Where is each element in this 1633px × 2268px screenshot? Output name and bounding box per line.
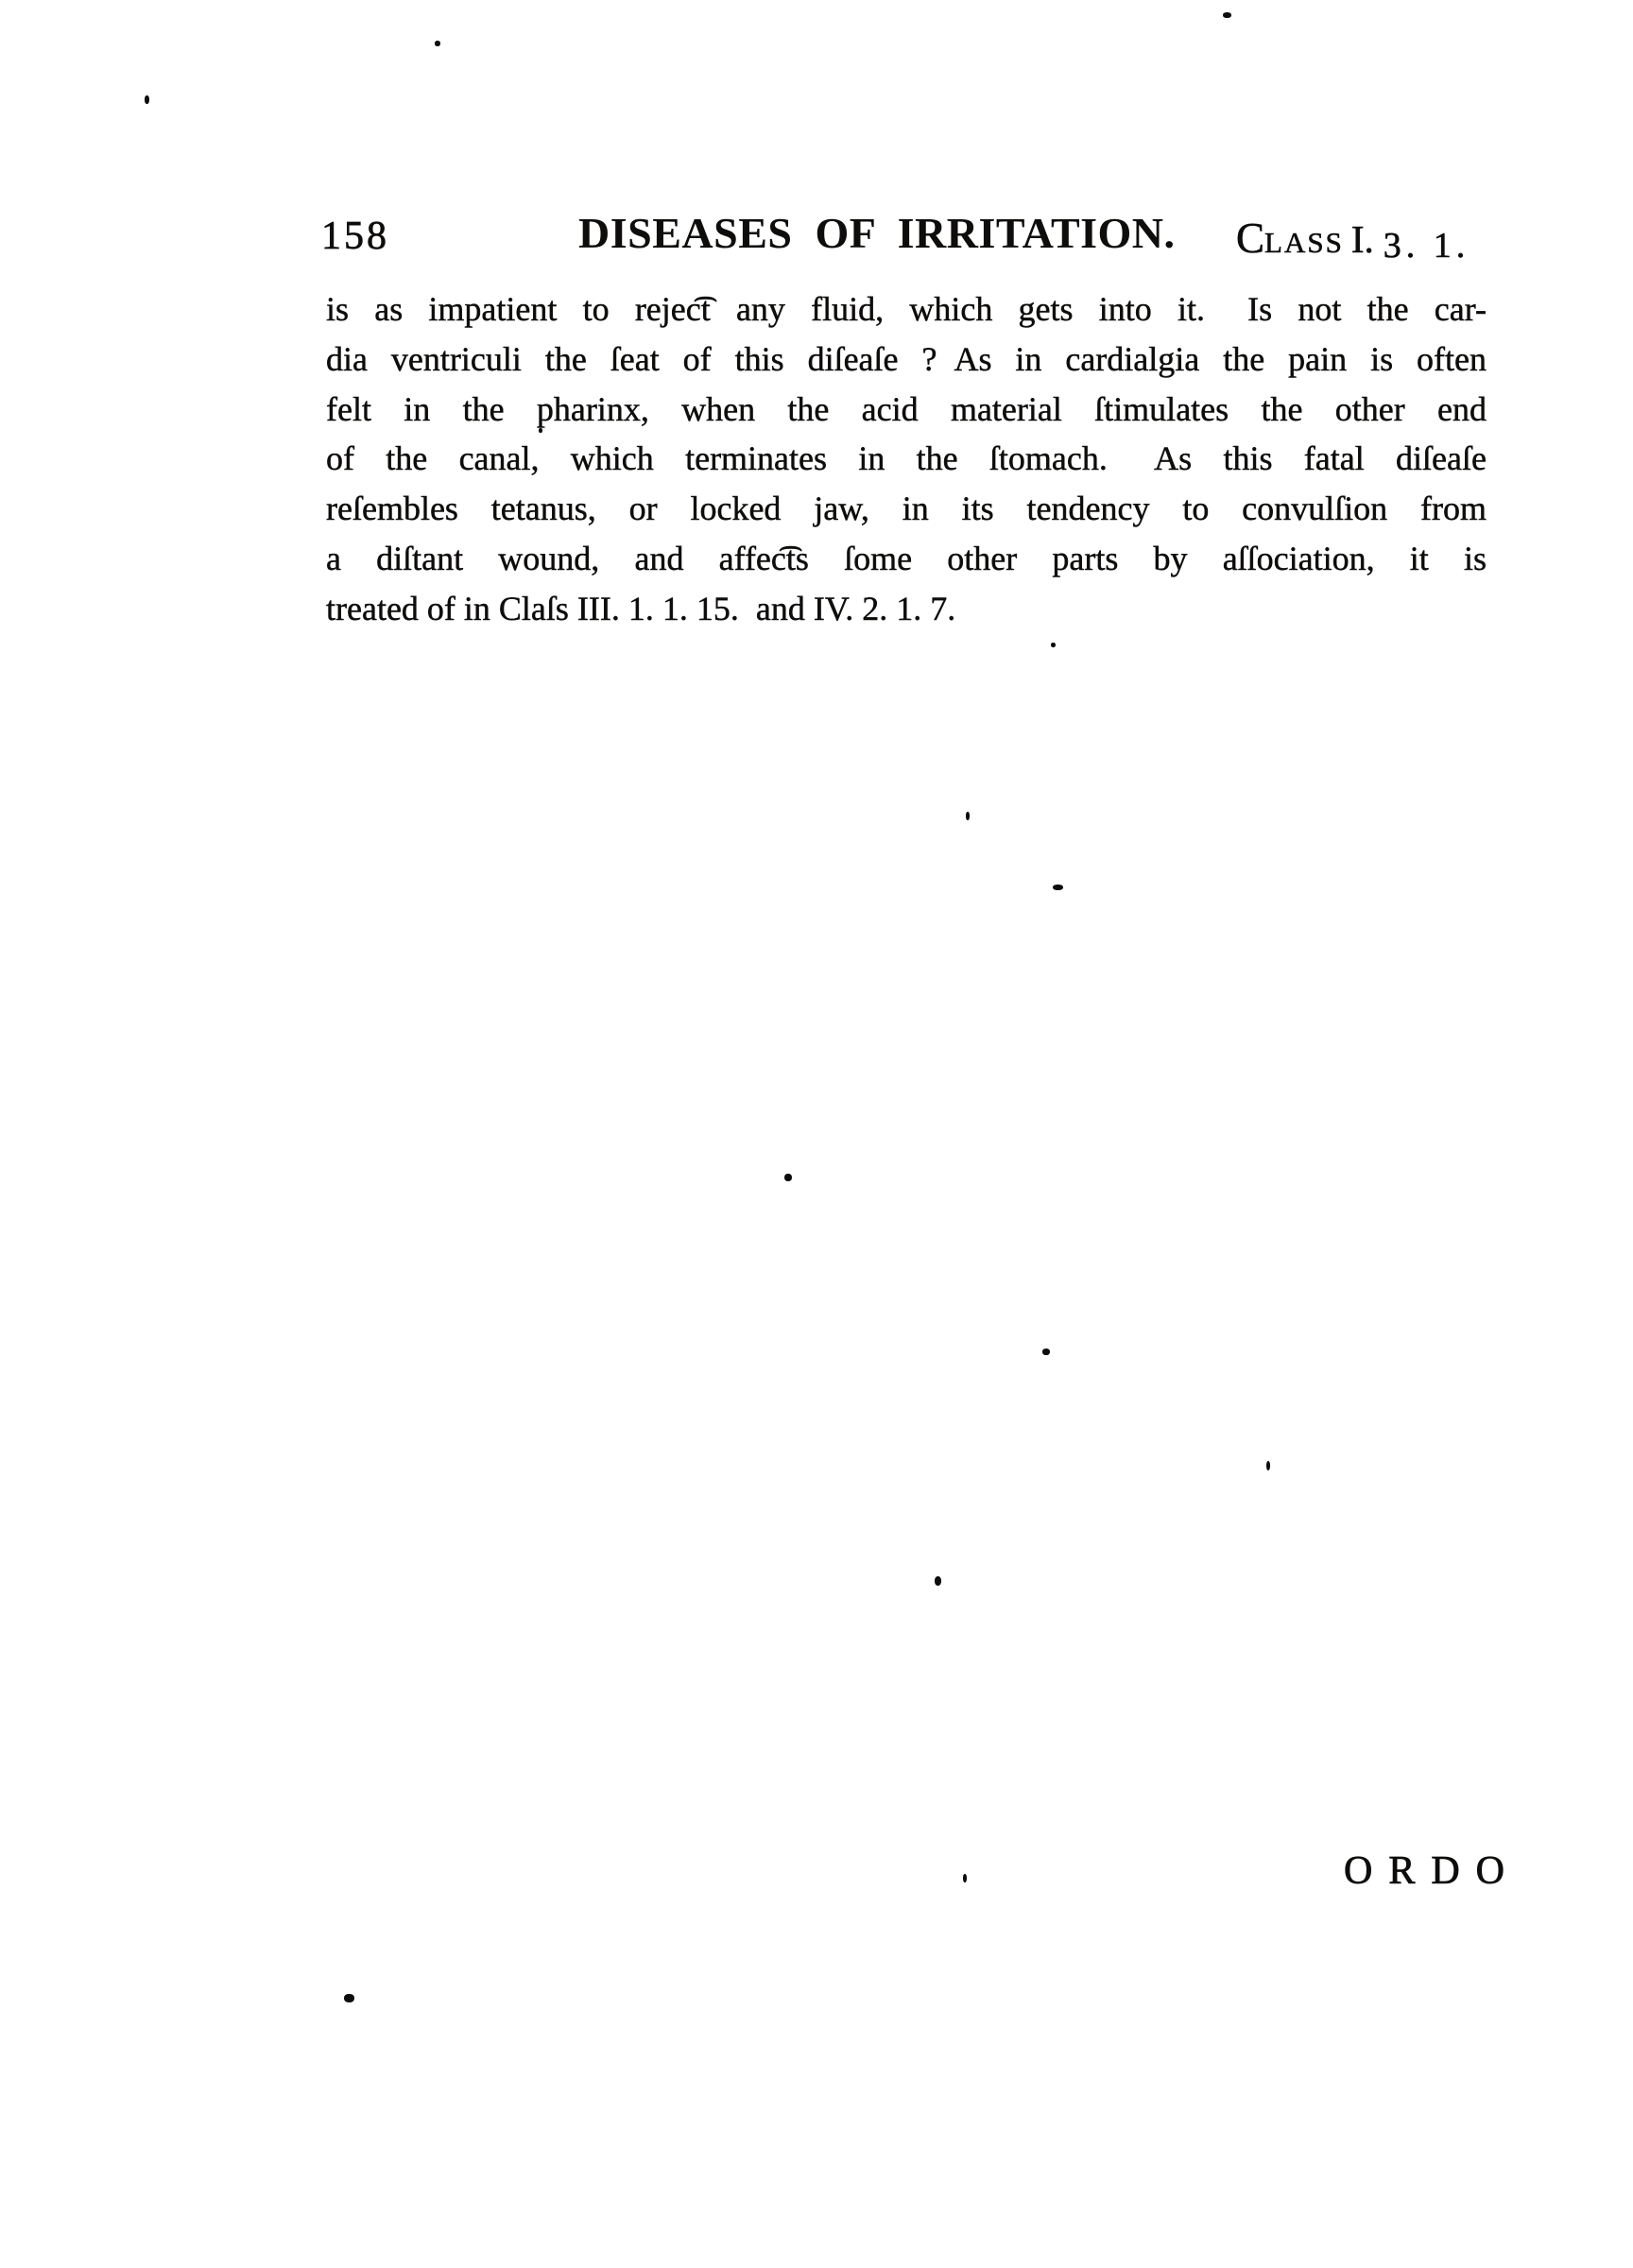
text-line: treated of in Claſs III. 1. 1. 15. and IV. 2. 1. 7.: [326, 589, 956, 627]
scan-speck: [1053, 885, 1063, 890]
scan-speck: [935, 1576, 941, 1586]
scan-speck: [1042, 1349, 1050, 1355]
class-reference-section-numbers: 3. 1.: [1383, 226, 1470, 266]
scan-speck: [145, 95, 149, 104]
running-header-title: DISEASES OF IRRITATION.: [578, 209, 1176, 257]
scan-speck: [784, 1174, 792, 1181]
scan-speck: [1223, 12, 1231, 18]
text-line: is as impatient to rejec͡t any fluid, which gets into it. Is not the car-: [326, 290, 1487, 328]
scan-speck: [344, 1994, 354, 2002]
scan-speck: [963, 1874, 967, 1882]
class-reference-initial: C: [1236, 215, 1265, 262]
class-reference-roman-numeral: I.: [1350, 217, 1374, 261]
text-line: reſembles tetanus, or locked jaw, in its tendency to convulſion from: [326, 490, 1487, 528]
scan-speck: [1051, 643, 1056, 647]
scan-speck: [539, 428, 542, 433]
catchword: ORDO: [1344, 1849, 1521, 1893]
scan-speck: [435, 41, 440, 46]
class-reference-smallcaps: LASS: [1264, 226, 1344, 259]
text-line: dia ventriculi the ſeat of this diſeaſe ? As in cardialgia the pain is often: [326, 339, 1487, 378]
scan-speck: [966, 812, 970, 820]
text-line: felt in the pharinx, when the acid material ſtimulates the other end: [326, 389, 1487, 428]
text-line: of the canal, which terminates in the ſtomach. As this fatal diſeaſe: [326, 439, 1487, 478]
text-line: a diſtant wound, and affec͡ts ſome other parts by aſſociation, it is: [326, 539, 1487, 577]
page-number: 158: [321, 215, 389, 258]
scan-speck: [1266, 1461, 1270, 1470]
